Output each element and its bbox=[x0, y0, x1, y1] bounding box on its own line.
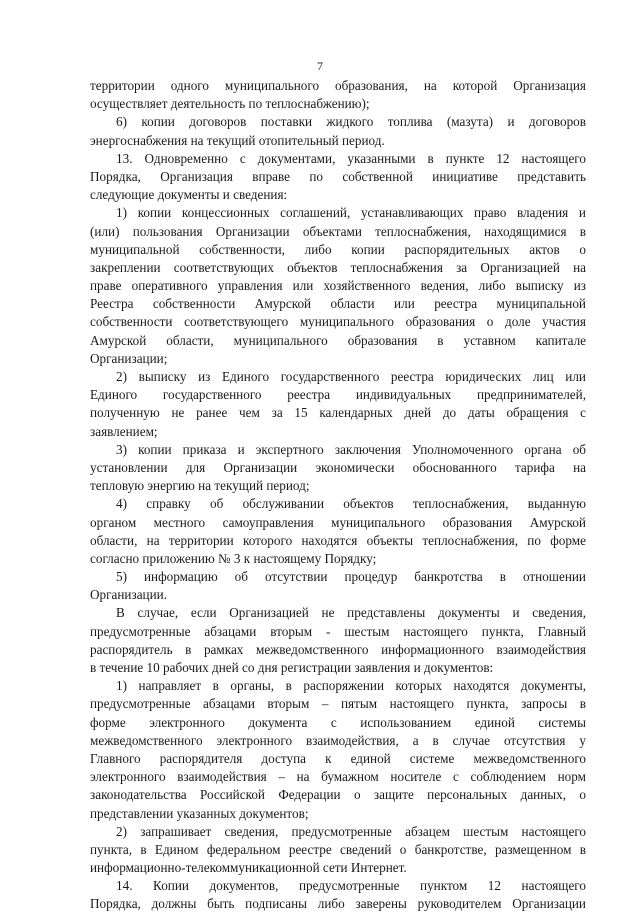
text-line: предусмотренные абзацами вторым - шестым настоящего пункта, Главный bbox=[90, 623, 586, 639]
text-line: установлении для Организации экономически обоснованного тарифа на bbox=[90, 459, 586, 475]
text-line: 3) копии приказа и экспертного заключения Уполномоченного органа об bbox=[116, 441, 586, 457]
text-line: заявлением; bbox=[90, 423, 158, 439]
text-line: следующие документы и сведения: bbox=[90, 187, 288, 203]
text-line: (или) пользования Организации объектами теплоснабжения, находящимися в bbox=[90, 223, 586, 239]
text-line: информационно-телекоммуникационной сети Интернет. bbox=[90, 860, 407, 876]
document-body bbox=[90, 78, 586, 915]
text-line: межведомственного электронного взаимодействия, а в случае отсутствия у bbox=[90, 732, 586, 748]
text-line: Организации. bbox=[90, 587, 168, 603]
text-line: Организации; bbox=[90, 350, 168, 366]
text-line: муниципальной собственности, либо копии распорядительных актов о bbox=[90, 241, 586, 257]
text-line: осуществляет деятельность по теплоснабжению); bbox=[90, 96, 370, 112]
text-line: предусмотренные абзацами вторым – пятым настоящего пункта, запросы в bbox=[90, 696, 586, 712]
page-number: 7 bbox=[317, 59, 323, 73]
text-line: Порядка, Организация вправе по собственной инициативе представить bbox=[90, 168, 586, 184]
text-line: 6) копии договоров поставки жидкого топлива (мазута) и договоров bbox=[116, 114, 586, 130]
text-line: органом местного самоуправления муниципального образования Амурской bbox=[90, 514, 586, 530]
text-line: 14. Копии документов, предусмотренные пунктом 12 настоящего bbox=[116, 878, 586, 894]
text-line: энергоснабжения на текущий отопительный период. bbox=[90, 132, 385, 148]
text-line: 2) запрашивает сведения, предусмотренные абзацем шестым настоящего bbox=[116, 823, 586, 839]
text-line: Амурской области, муниципального образования в уставном капитале bbox=[90, 332, 586, 348]
text-line: полученную не ранее чем за 15 календарных дней до даты обращения с bbox=[90, 405, 586, 421]
text-line: собственности соответствующего муниципального образования о доле участия bbox=[90, 314, 586, 330]
text-line: области, на территории которого находятся объекты теплоснабжения, по форме bbox=[90, 532, 586, 548]
text-line: 4) справку об обслуживании объектов теплоснабжения, выданную bbox=[116, 496, 586, 512]
text-line: форме электронного документа с использованием единой системы bbox=[90, 714, 586, 730]
text-line: законодательства Российской Федерации о защите персональных данных, о bbox=[90, 787, 586, 803]
text-line: 13. Одновременно с документами, указанными в пункте 12 настоящего bbox=[116, 150, 586, 166]
text-line: Единого государственного реестра индивидуальных предпринимателей, bbox=[90, 387, 586, 403]
text-line: 1) копии концессионных соглашений, устанавливающих право владения и bbox=[116, 205, 586, 221]
text-line: Порядка, должны быть подписаны либо заверены руководителем Организации bbox=[90, 896, 586, 912]
text-line: электронного взаимодействия – на бумажном носителе с соблюдением норм bbox=[90, 769, 586, 785]
text-line: распорядитель в рамках межведомственного информационного взаимодействия bbox=[90, 641, 586, 657]
text-line: тепловую энергию на текущий период; bbox=[90, 478, 310, 494]
text-line: 2) выписку из Единого государственного реестра юридических лиц или bbox=[116, 369, 586, 384]
text-line: пункта, в Едином федеральном реестре сведений о банкротстве, размещенном в bbox=[90, 841, 586, 857]
text-line: Реестра собственности Амурской области или реестра муниципальной bbox=[90, 296, 586, 312]
text-line: представлении указанных документов; bbox=[90, 805, 309, 821]
text-line: 5) информацию об отсутствии процедур банкротства в отношении bbox=[116, 569, 586, 585]
text-line: 1) направляет в органы, в распоряжении которых находятся документы, bbox=[116, 678, 586, 694]
text-line: в течение 10 рабочих дней со дня регистрации заявления и документов: bbox=[90, 660, 494, 675]
text-line: В случае, если Организацией не представлены документы и сведения, bbox=[116, 605, 586, 621]
text-line: закреплении соответствующих объектов теплоснабжения за Организацией на bbox=[90, 259, 586, 275]
text-line: праве оперативного управления или хозяйственного ведения, либо выписку из bbox=[90, 278, 586, 294]
text-line: согласно приложению № 3 к настоящему Порядку; bbox=[90, 550, 377, 566]
text-line: Главного распорядителя доступа к единой системе межведомственного bbox=[90, 750, 586, 766]
text-line: территории одного муниципального образования, на которой Организация bbox=[90, 78, 586, 93]
